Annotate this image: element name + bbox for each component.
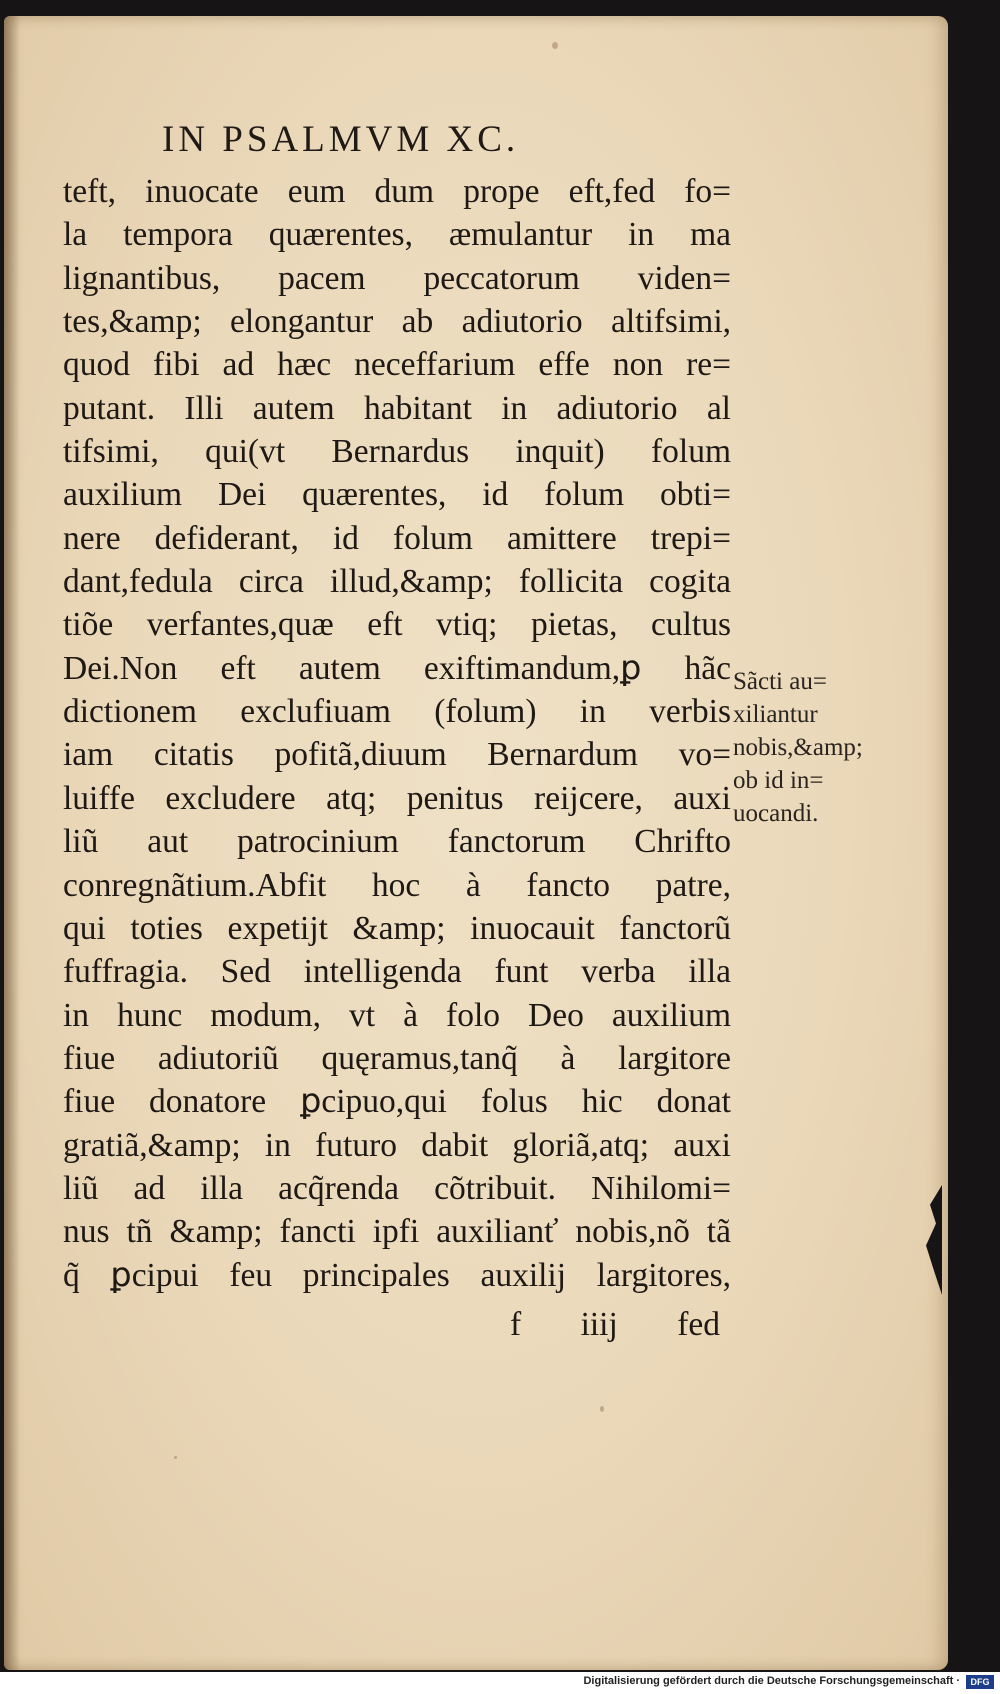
marginal-note-line: xiliantur (733, 701, 818, 728)
marginal-note-line: Sãcti au= (733, 668, 827, 695)
marginal-note-line: uocandi. (733, 800, 819, 827)
paper-stain (174, 1456, 177, 1459)
text-line: nere defiderant, id folum amittere trepi= (63, 519, 731, 557)
text-line: dant,fedula circa illud,&amp; follicita cogita (63, 563, 731, 601)
paper-stain (552, 42, 558, 49)
text-line: tes,&amp; elongantur ab adiutorio altifsimi, (63, 303, 731, 341)
text-line: in hunc modum, vt à folo Deo auxilium (63, 996, 731, 1034)
marginal-note-line: nobis,&amp; (733, 734, 863, 761)
dfg-logo: DFG (966, 1675, 994, 1689)
text-line: putant. Illi autem habitant in adiutorio al (63, 389, 731, 427)
text-line: quod fibi ad hæc neceffarium effe non re= (63, 346, 731, 384)
text-line: Dei.Non eft autem exiftimandum,ꝑ hãc (63, 649, 731, 687)
paper-stain (600, 1406, 604, 1412)
catchline (510, 1306, 720, 1344)
running-head: IN PSALMVM XC. (162, 119, 520, 160)
spine-shadow (4, 16, 20, 1670)
text-line: auxilium Dei quærentes, id folum obti= (63, 476, 731, 514)
text-line: conregnãtium.Abfit hoc à fancto patre, (63, 866, 731, 904)
text-line: dictionem exclufiuam (folum) in verbis (63, 693, 731, 731)
signature-mark: f (510, 1306, 522, 1343)
text-line: lignantibus, pacem peccatorum viden= (63, 259, 731, 297)
text-line: q̃ ꝑcipui feu principales auxilij largitores, (63, 1256, 731, 1294)
text-line: fuffragia. Sed intelligenda funt verba illa (63, 953, 731, 991)
footer-credit: Digitalisierung gefördert durch die Deutsche Forschungsgemeinschaft · (583, 1675, 960, 1687)
text-line: iam citatis pofitã,diuum Bernardum vo= (63, 736, 731, 774)
body-text (63, 170, 731, 1297)
catchword: fed (677, 1306, 720, 1343)
text-line: la tempora quærentes, æmulantur in ma (63, 216, 731, 254)
text-line: teft, inuocate eum dum prope eft,fed fo= (63, 173, 731, 210)
text-line: luiffe excludere atq; penitus reijcere, auxi (63, 779, 731, 817)
text-line: gratiã,&amp; in futuro dabit gloriã,atq; auxi (63, 1126, 731, 1164)
text-line: nus tñ &amp; fancti ipfi auxilianť nobis,nõ tã (63, 1213, 731, 1251)
marginal-note (733, 665, 883, 830)
marginal-note-line: ob id in= (733, 767, 824, 794)
footer-bar (0, 1672, 1000, 1694)
text-line: tifsimi, qui(vt Bernardus inquit) folum (63, 433, 731, 471)
leaf-number: iiij (580, 1306, 618, 1343)
text-line: qui toties expetijt &amp; inuocauit fanctorũ (63, 909, 731, 947)
text-line: liũ ad illa acq̃renda cõtribuit. Nihilomi= (63, 1169, 731, 1207)
text-line: fiue donatore ꝑcipuo,qui folus hic donat (63, 1083, 731, 1121)
text-line: liũ aut patrocinium fanctorum Chrifto (63, 823, 731, 861)
text-line: fiue adiutoriũ quęramus,tanq̃ à largitore (63, 1039, 731, 1077)
text-line: tiõe verfantes,quæ eft vtiq; pietas, cultus (63, 606, 731, 644)
